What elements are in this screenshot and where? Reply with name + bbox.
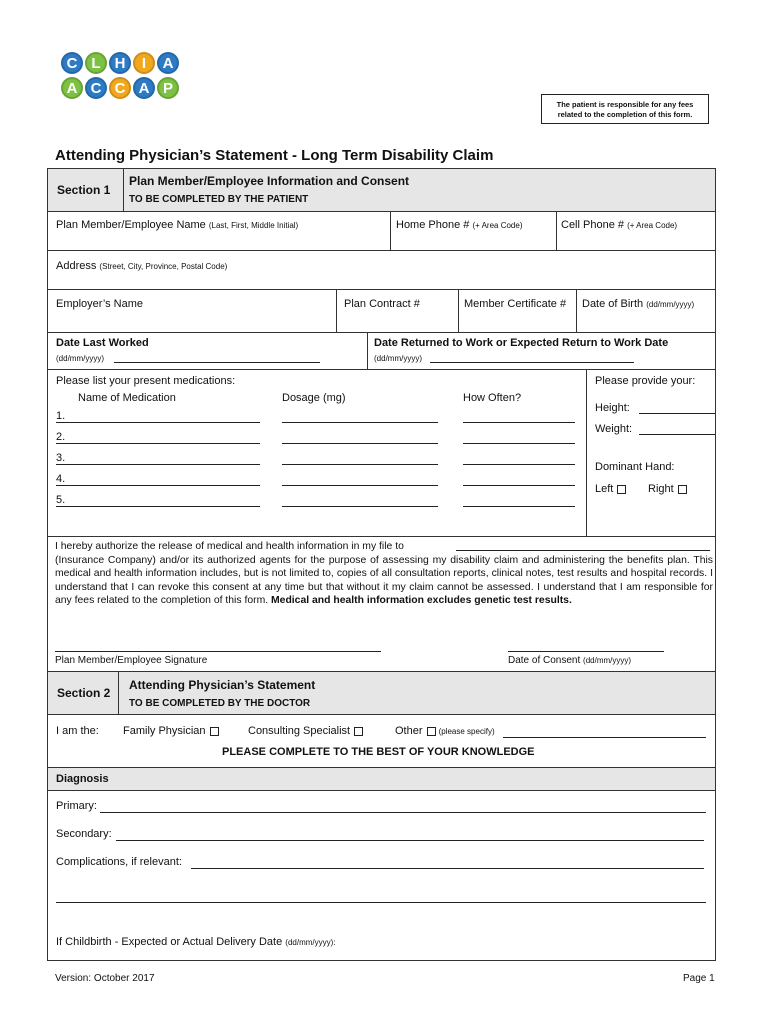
secondary-label: Secondary: [56, 828, 112, 840]
dob-label: Date of Birth (dd/mm/yyyy) [582, 298, 695, 310]
section2-label-cell [48, 672, 119, 714]
logo-letter: C [61, 52, 83, 74]
logo-letter: H [109, 52, 131, 74]
secondary-field[interactable] [116, 840, 704, 841]
employer-label: Employer’s Name [56, 298, 144, 310]
left-hand-option[interactable]: Left [595, 483, 626, 495]
medication-name-field[interactable] [56, 506, 260, 507]
medications-block [47, 369, 716, 537]
how-often-field[interactable] [463, 464, 575, 465]
member-cert-label: Member Certificate # [464, 298, 567, 310]
fees-notice-line1: The patient is responsible for any fees [556, 100, 694, 109]
medication-row-number: 2. [56, 431, 66, 443]
logo-letter: P [157, 77, 179, 99]
medication-row-number: 4. [56, 473, 66, 485]
family-physician-option[interactable]: Family Physician [123, 725, 219, 737]
logo-letter: L [85, 52, 107, 74]
medication-row-number: 5. [56, 494, 66, 506]
logo-letter: A [133, 77, 155, 99]
medication-row-number: 3. [56, 452, 66, 464]
medication-name-field[interactable] [56, 443, 260, 444]
consulting-specialist-option[interactable]: Consulting Specialist [248, 725, 363, 737]
childbirth-label: If Childbirth - Expected or Actual Delivery Date (dd/mm/yyyy): [56, 936, 336, 948]
other-specify-field[interactable] [503, 737, 706, 738]
diagnosis-block [47, 767, 716, 961]
height-field[interactable] [639, 413, 715, 414]
dosage-field[interactable] [282, 485, 438, 486]
version-label: Version: October 2017 [55, 973, 155, 984]
logo-letter: I [133, 52, 155, 74]
date-returned-hint: (dd/mm/yyyy) [374, 354, 422, 363]
section2-subheading: TO BE COMPLETED BY THE DOCTOR [129, 698, 311, 709]
section2-title-cell [119, 672, 715, 714]
signature-field[interactable] [55, 651, 381, 652]
right-hand-option[interactable]: Right [648, 483, 687, 495]
weight-field[interactable] [639, 434, 715, 435]
physician-type-row [47, 714, 716, 768]
provide-label: Please provide your: [595, 375, 696, 387]
dosage-field[interactable] [282, 422, 438, 423]
consent-text: I hereby authorize the release of medical and health information in my file to (Insurance Company) and/or its authorized agents for the purpose of assessing my disability claim and administering the benefits plan. This medical and health information includes, but is not limited to, copies of all consultation reports, clinical notes, test results and hospital records. I understand that I can revoke this consent at any time but that without it my claim cannot be assessed. I understand that I am responsible for any fees related to the completion of this form. Medical and health information excludes genetic test results. [55, 541, 713, 607]
logo-letter: A [61, 77, 83, 99]
date-returned-field[interactable] [430, 362, 634, 363]
medication-row-number: 1. [56, 410, 66, 422]
section1-title-cell [124, 169, 715, 211]
logo-letter: C [109, 77, 131, 99]
dates-row[interactable] [47, 332, 716, 370]
consulting-specialist-checkbox[interactable] [354, 727, 363, 736]
how-often-field[interactable] [463, 422, 575, 423]
height-label: Height: [595, 402, 630, 414]
section1-heading: Plan Member/Employee Information and Consent [129, 174, 410, 188]
page-title: Attending Physician’s Statement - Long Term Disability Claim [55, 147, 494, 164]
other-checkbox[interactable] [427, 727, 436, 736]
cell-phone-label: Cell Phone # (+ Area Code) [561, 219, 678, 231]
date-last-worked-label: Date Last Worked [56, 337, 149, 349]
section1-header [47, 168, 716, 212]
logo-letter: A [157, 52, 179, 74]
left-checkbox[interactable] [617, 485, 626, 494]
complications-field[interactable] [191, 868, 704, 869]
dosage-field[interactable] [282, 464, 438, 465]
primary-field[interactable] [100, 812, 706, 813]
weight-label: Weight: [595, 423, 633, 435]
medication-name-field[interactable] [56, 485, 260, 486]
date-last-worked-field[interactable] [114, 362, 320, 363]
diagnosis-header [48, 768, 715, 791]
date-consent-field[interactable] [508, 651, 664, 652]
family-physician-checkbox[interactable] [210, 727, 219, 736]
section2-heading: Attending Physician’s Statement [129, 678, 316, 692]
right-checkbox[interactable] [678, 485, 687, 494]
fees-notice [541, 94, 709, 124]
section2-header [47, 671, 716, 715]
fees-notice-line2: related to the completion of this form. [557, 110, 693, 119]
name-field-label: Plan Member/Employee Name (Last, First, Middle Initial) [56, 219, 299, 231]
please-complete-notice: PLEASE COMPLETE TO THE BEST OF YOUR KNOWLEDGE [222, 746, 535, 758]
section1-subheading: TO BE COMPLETED BY THE PATIENT [129, 194, 309, 205]
page-number: Page 1 [683, 973, 715, 984]
diagnosis-heading: Diagnosis [56, 773, 109, 785]
complications-label: Complications, if relevant: [56, 856, 182, 868]
dosage-field[interactable] [282, 443, 438, 444]
medications-intro: Please list your present medications: [56, 375, 236, 387]
how-often-field[interactable] [463, 443, 575, 444]
logo-row-top [61, 52, 179, 74]
how-often-field[interactable] [463, 506, 575, 507]
section1-label-cell [48, 169, 124, 211]
home-phone-label: Home Phone # (+ Area Code) [396, 219, 523, 231]
dominant-hand-label: Dominant Hand: [595, 461, 675, 473]
section1-label: Section 1 [57, 183, 111, 197]
medication-name-field[interactable] [56, 464, 260, 465]
date-last-worked-hint: (dd/mm/yyyy) [56, 354, 104, 363]
medication-name-field[interactable] [56, 422, 260, 423]
plan-contract-label: Plan Contract # [344, 298, 420, 310]
complications-field-line2[interactable] [56, 902, 706, 903]
employer-row[interactable] [47, 289, 716, 333]
signature-label: Plan Member/Employee Signature [55, 655, 208, 666]
i-am-label: I am the: [56, 725, 99, 737]
name-phone-row[interactable] [47, 211, 716, 251]
col-how-often: How Often? [463, 392, 522, 404]
primary-label: Primary: [56, 800, 97, 812]
dosage-field[interactable] [282, 506, 438, 507]
logo-letter: C [85, 77, 107, 99]
how-often-field[interactable] [463, 485, 575, 486]
logo-row-bottom [61, 77, 179, 99]
date-returned-label: Date Returned to Work or Expected Return to Work Date [374, 337, 669, 349]
col-medication-name: Name of Medication [78, 392, 176, 404]
col-dosage: Dosage (mg) [282, 392, 346, 404]
address-label: Address (Street, City, Province, Postal Code) [56, 260, 228, 272]
date-consent-label: Date of Consent (dd/mm/yyyy) [508, 655, 632, 666]
address-row[interactable] [47, 250, 716, 290]
section2-label: Section 2 [57, 686, 111, 700]
other-option[interactable]: Other (please specify) [395, 725, 495, 737]
